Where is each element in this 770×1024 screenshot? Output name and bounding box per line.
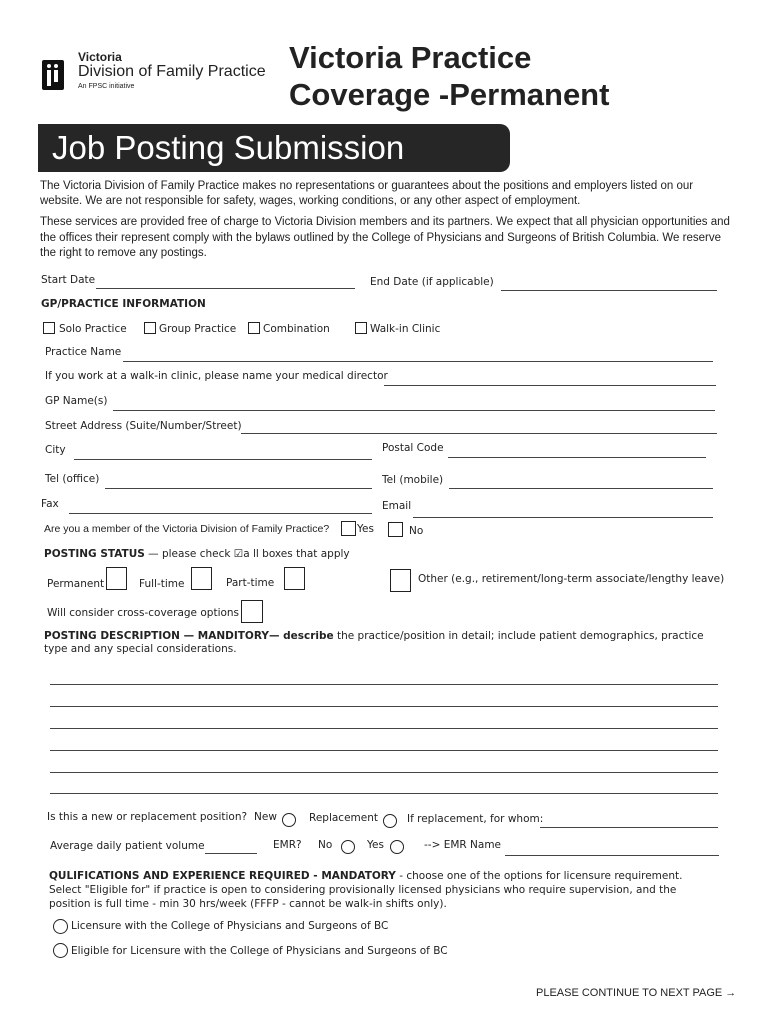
position-question: Is this a new or replacement position? (47, 811, 248, 823)
tel-mobile-field[interactable] (449, 488, 713, 489)
posting-status-title: POSTING STATUS (44, 548, 145, 560)
description-line-1[interactable] (50, 684, 718, 685)
title-banner (38, 124, 510, 172)
cross-coverage-label: Will consider cross-coverage options (47, 607, 240, 619)
permanent-checkbox[interactable] (106, 567, 127, 590)
solo-practice-label: Solo Practice (59, 323, 127, 335)
email-label: Email (382, 500, 412, 512)
group-practice-checkbox[interactable] (144, 322, 156, 334)
start-date-label: Start Date (41, 274, 96, 286)
new-radio[interactable] (282, 813, 296, 827)
emr-no-label: No (318, 839, 333, 851)
gp-names-field[interactable] (113, 410, 715, 411)
description-line-5[interactable] (50, 772, 718, 773)
gp-names-label: GP Name(s) (45, 395, 108, 407)
posting-status-hint: — please check ☑a ll boxes that apply (144, 548, 350, 560)
city-label: City (45, 444, 66, 456)
page-heading-line1: Victoria Practice (289, 40, 532, 75)
replacement-label: Replacement (309, 812, 378, 824)
new-label: New (254, 811, 277, 823)
other-checkbox[interactable] (390, 569, 411, 592)
member-yes-checkbox[interactable] (341, 521, 356, 536)
fax-field[interactable] (69, 513, 372, 514)
city-field[interactable] (74, 459, 372, 460)
if-replacement-label: If replacement, for whom: (407, 813, 544, 825)
licensure-radio[interactable] (53, 919, 68, 934)
group-practice-label: Group Practice (159, 323, 237, 335)
street-address-field[interactable] (241, 433, 717, 434)
posting-description-heading (44, 630, 704, 656)
member-no-label: No (409, 525, 424, 537)
postal-code-label: Postal Code (382, 442, 444, 454)
intro-paragraph-2: These services are provided free of charge to Victoria Division members and its partners. We expect that all physician opportunities and the offices their represent comply with the bylaws outlined by the College of Physicians and Surgeons of British Columbia. We reserve the right to remove any postings. (40, 216, 730, 259)
eligible-licensure-label: Eligible for Licensure with the College of Physicians and Surgeons of BC (71, 945, 448, 957)
email-field[interactable] (413, 517, 713, 518)
solo-practice-checkbox[interactable] (43, 322, 55, 334)
parttime-checkbox[interactable] (284, 567, 305, 590)
emr-name-label: --> EMR Name (424, 839, 502, 851)
description-line-3[interactable] (50, 728, 718, 729)
logo (40, 48, 285, 98)
combination-checkbox[interactable] (248, 322, 260, 334)
emr-name-field[interactable] (505, 855, 719, 856)
continue-footer: PLEASE CONTINUE TO NEXT PAGE → (536, 987, 737, 999)
member-question: Are you a member of the Victoria Division of Family Practice? (44, 523, 330, 535)
description-line-2[interactable] (50, 706, 718, 707)
fax-label: Fax (41, 498, 59, 510)
logo-line2: Division of Family Practice (78, 63, 266, 80)
qualifications-heading (49, 869, 714, 911)
logo-line3: An FPSC initiative (78, 83, 135, 90)
parttime-label: Part-time (226, 577, 275, 589)
avg-volume-label: Average daily patient volume (50, 840, 205, 852)
other-label: Other (e.g., retirement/long-term associate/lengthy leave) (418, 573, 725, 585)
fulltime-checkbox[interactable] (191, 567, 212, 590)
qualifications-text: - choose one of the options for licensure requirement. Select "Eligible for" if practice is open to considering provisionally licensed physicians who require supervision, and the position is full time - min 30 hrs/week (FFFP - cannot be walk-in shifts only). (49, 870, 683, 910)
end-date-label: End Date (if applicable) (370, 276, 494, 288)
end-date-field[interactable] (501, 290, 717, 291)
qualifications-title: QULIFICATIONS AND EXPERIENCE REQUIRED - MANDATORY (49, 870, 396, 882)
member-yes-label: Yes (357, 523, 374, 535)
emr-yes-label: Yes (367, 839, 384, 851)
posting-status-heading (44, 548, 350, 560)
walkin-clinic-label: Walk-in Clinic (370, 323, 441, 335)
avg-volume-field[interactable] (205, 853, 257, 854)
emr-label: EMR? (273, 839, 302, 851)
street-address-label: Street Address (Suite/Number/Street) (45, 420, 242, 432)
licensure-label: Licensure with the College of Physicians and Surgeons of BC (71, 920, 389, 932)
medical-director-field[interactable] (384, 385, 716, 386)
start-date-field[interactable] (96, 288, 355, 289)
posting-description-title: POSTING DESCRIPTION — MANDITORY— describe (44, 630, 334, 642)
eligible-licensure-radio[interactable] (53, 943, 68, 958)
replacement-for-field[interactable] (540, 827, 718, 828)
permanent-label: Permanent (47, 578, 105, 590)
practice-name-field[interactable] (123, 361, 713, 362)
fulltime-label: Full-time (139, 578, 185, 590)
tel-mobile-label: Tel (mobile) (382, 474, 444, 486)
medical-director-label: If you work at a walk-in clinic, please name your medical director (45, 370, 388, 382)
replacement-radio[interactable] (383, 814, 397, 828)
description-line-4[interactable] (50, 750, 718, 751)
description-line-6[interactable] (50, 793, 718, 794)
emr-yes-radio[interactable] (390, 840, 404, 854)
logo-mark-icon (42, 60, 64, 90)
walkin-clinic-checkbox[interactable] (355, 322, 367, 334)
banner-title: Job Posting Submission (52, 129, 405, 166)
intro-paragraph-1: The Victoria Division of Family Practice makes no representations or guarantees about the positions and employers listed on our website. We are not responsible for safety, wages, working conditions, or any other aspect of employment. (40, 180, 694, 207)
member-no-checkbox[interactable] (388, 522, 403, 537)
cross-coverage-checkbox[interactable] (241, 600, 263, 623)
emr-no-radio[interactable] (341, 840, 355, 854)
postal-code-field[interactable] (448, 457, 706, 458)
page-heading-line2: Coverage -Permanent (289, 77, 610, 112)
combination-label: Combination (263, 323, 330, 335)
logo-line1: Victoria (78, 50, 122, 64)
posting-description-text: the practice/position in detail; include patient demographics, practice type and any special considerations. (44, 630, 704, 655)
tel-office-label: Tel (office) (45, 473, 100, 485)
tel-office-field[interactable] (105, 488, 372, 489)
section-gp-practice: GP/PRACTICE INFORMATION (41, 298, 206, 310)
practice-name-label: Practice Name (45, 346, 122, 358)
